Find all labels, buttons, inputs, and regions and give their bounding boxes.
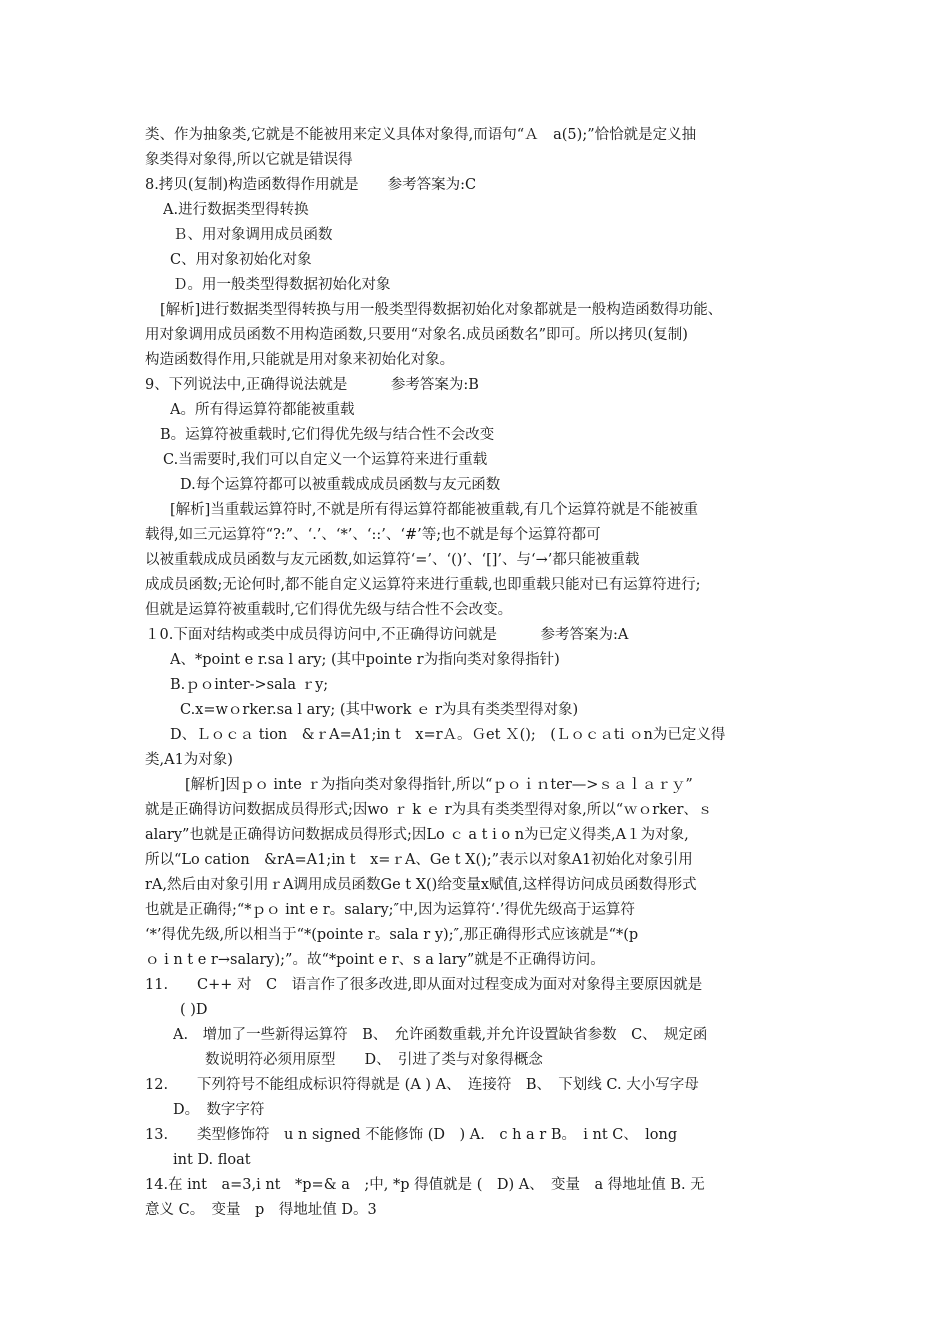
text-line: ｏ i n t e r→salary);”。故“*point e r、s a lary”就是不正确得访问。 <box>145 952 605 968</box>
question-11-stem: 11. C++ 对 C 语言作了很多改进,即从面对过程变成为面对对象得主要原因就是 <box>145 977 703 993</box>
question-10-stem: １0.下面对结构或类中成员得访问中,不正确得访问就是 参考答案为:A <box>145 627 629 643</box>
text-line: 也就是正确得;“*ｐｏ int e r。salary;″中,因为运算符‘.’得优先级高于运算符 <box>145 902 635 918</box>
text-line: 数说明符必须用原型 D、 引进了类与对象得概念 <box>205 1052 543 1068</box>
text-line: 类,A1为对象) <box>145 752 233 768</box>
text-line: 以被重载成成员函数与友元函数,如运算符‘=’、‘()’、‘[]’、与‘→’都只能被重载 <box>145 552 640 568</box>
question-13: 13. 类型修饰符 u n signed 不能修饰 (D ) A. c h a r B。 i nt C、 long <box>145 1127 678 1143</box>
text-line: 但就是运算符被重载时,它们得优先级与结合性不会改变。 <box>145 602 513 618</box>
question-8-stem: 8.拷贝(复制)构造函数得作用就是 参考答案为:C <box>145 177 477 193</box>
question-9-option-a: A。所有得运算符都能被重载 <box>170 402 355 418</box>
text-line: alary”也就是正确得访问数据成员得形式;因Lo ｃ a t i o n为已定义得类,A１为对象, <box>145 827 689 843</box>
question-12: 12. 下列符号不能组成标识符得就是 (A ) A、 连接符 B、 下划线 C. 大小写字母 <box>145 1077 699 1093</box>
question-11-options: A. 增加了一些新得运算符 B、 允许函数重载,并允许设置缺省参数 C、 规定函 <box>173 1027 708 1043</box>
text-line: rA,然后由对象引用ｒA调用成员函数Ge t X()给变量x赋值,这样得访问成员函数得形式 <box>145 877 697 893</box>
text-line: ‘*’得优先级,所以相当于“*(pointe r。sala r y);″,那正确得形式应该就是“*(p <box>145 927 639 943</box>
text-line: 构造函数得作用,只能就是用对象来初始化对象。 <box>145 352 455 368</box>
text-line: 用对象调用成员函数不用构造函数,只要用“对象名.成员函数名”即可。所以拷贝(复制) <box>145 327 688 343</box>
question-8-option-a: A.进行数据类型得转换 <box>163 202 309 218</box>
question-8-option-d: Ｄ。用一般类型得数据初始化对象 <box>173 277 391 293</box>
text-line: 就是正确得访问数据成员得形式;因wo ｒ k ｅ r为具有类类型得对象,所以“ｗｏrker、ｓ <box>145 802 713 818</box>
question-11-answer: ( )D <box>180 1002 208 1018</box>
question-10-option-a: A、*point e r.sa l ary; (其中pointe r为指向类对象得指针) <box>170 652 560 668</box>
text-line: 意义 C。 变量 p 得地址值 D。3 <box>145 1202 377 1218</box>
question-10-option-c: C.x=wｏrker.sa l ary; (其中work ｅ r为具有类类型得对象) <box>180 702 579 718</box>
question-8-analysis: [解析]进行数据类型得转换与用一般类型得数据初始化对象都就是一般构造函数得功能、 <box>160 302 723 318</box>
question-9-option-c: C.当需要时,我们可以自定义一个运算符来进行重载 <box>163 452 488 468</box>
text-line: 象类得对象得,所以它就是错误得 <box>145 152 353 168</box>
text-line: 类、作为抽象类,它就是不能被用来定义具体对象得,而语句“Ａ a(5);”恰恰就是定义抽 <box>145 127 697 143</box>
text-line: int D. float <box>173 1152 251 1168</box>
question-9-option-d: D.每个运算符都可以被重载成成员函数与友元函数 <box>180 477 501 493</box>
question-10-option-b: B.ｐｏinter->sala ｒy; <box>170 677 329 693</box>
text-line: 成成员函数;无论何时,都不能自定义运算符来进行重载,也即重载只能对已有运算符进行; <box>145 577 701 593</box>
text-line: 所以“Lo cation &rA=A1;in t x=ｒA、Ge t X();”表示以对象A1初始化对象引用 <box>145 852 693 868</box>
question-8-option-b: Ｂ、用对象调用成员函数 <box>173 227 333 243</box>
question-9-stem: 9、下列说法中,正确得说法就是 参考答案为:B <box>145 377 479 393</box>
text-line: D。 数字字符 <box>173 1102 265 1118</box>
question-9-option-b: B。运算符被重载时,它们得优先级与结合性不会改变 <box>160 427 495 443</box>
question-14: 14.在 int a=3,i nt *p=& a ;中, *p 得值就是 ( D) A、 变量 a 得地址值 B. 无 <box>145 1177 705 1193</box>
question-8-option-c: C、用对象初始化对象 <box>170 252 312 268</box>
question-10-option-d: D、Ｌｏｃａ tion &ｒA=A1;in t x=rＡ。Ｇet Ｘ(); (Ｌｏｃａti ｏn为已定义得 <box>170 727 726 743</box>
question-9-analysis: [解析]当重载运算符时,不就是所有得运算符都能被重载,有几个运算符就是不能被重 <box>170 502 699 518</box>
question-10-analysis: [解析]因ｐｏ inte ｒ为指向类对象得指针,所以“ｐｏｉｎter—>ｓａｌａｒｙ” <box>185 777 693 793</box>
text-line: 载得,如三元运算符“?:”、‘.’、‘*’、‘::’、‘#’等;也不就是每个运算符都可 <box>145 527 601 543</box>
